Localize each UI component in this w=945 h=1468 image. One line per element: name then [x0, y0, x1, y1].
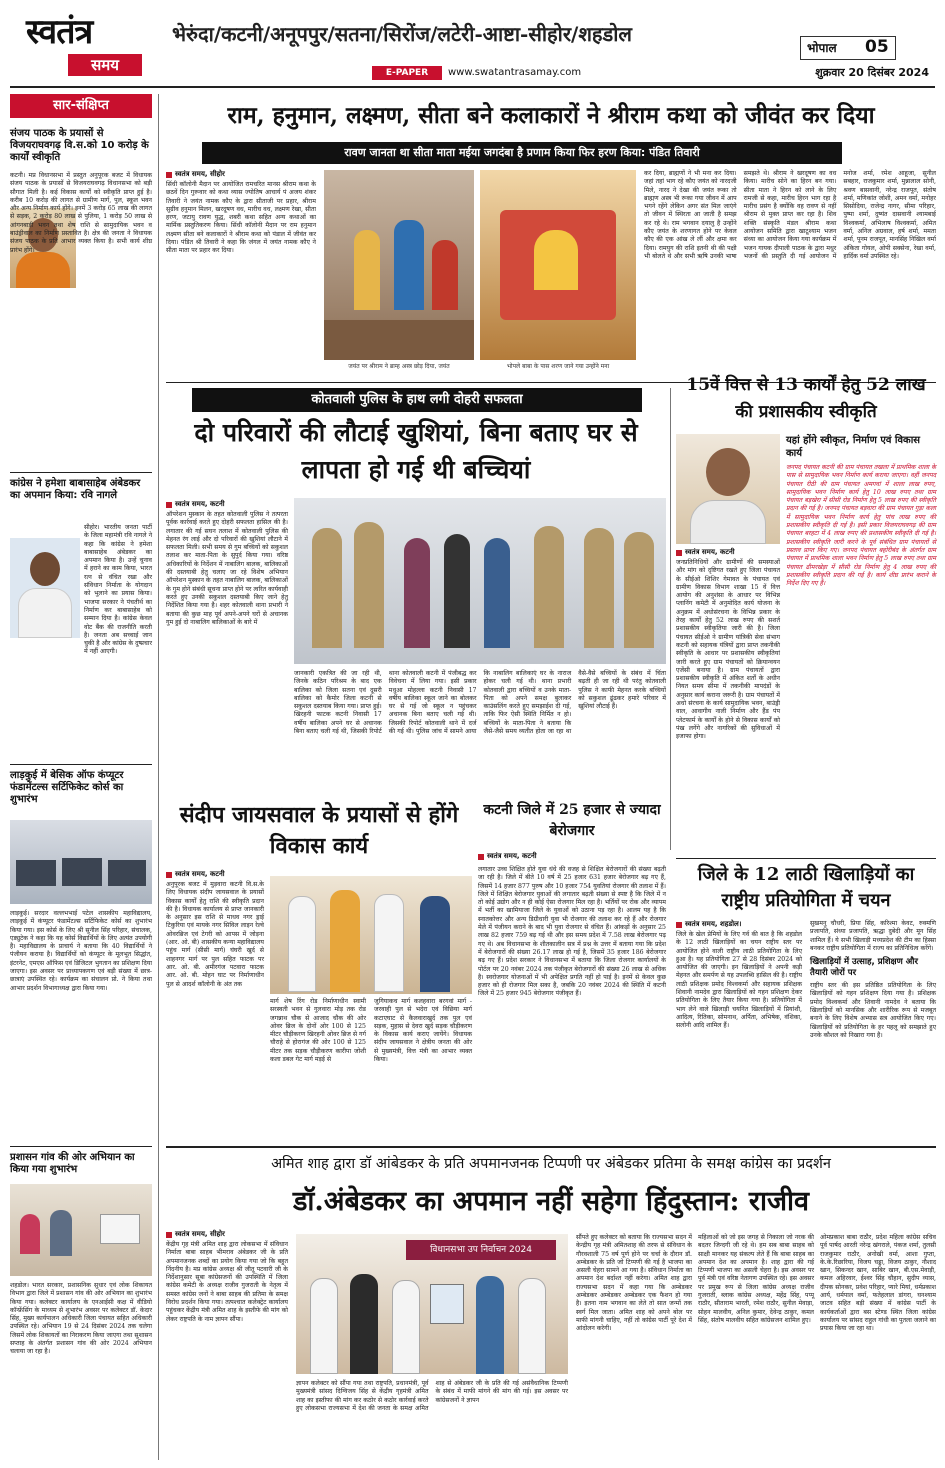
sidebar-story-3-body: लाड़कुई। सरदार वल्लभभाई पटेल शासकीय महाविद्यालय, लाड़कुई में कंप्यूटर फंडामेंटल्स सर्टिफिकेट कोर्स का शुभारंभ किया गया। इस कोर्स के लिए श्री सुनील सिंह परिहार, संचालक, एड्युटेक ने कहा कि यह कोर्स विद्यार्थियों के लिए अत्यंत उपयोगी है। महाविद्यालय के प्राचार्य ने बताया कि 40 विद्यार्थियों ने पंजीयन कराया है। विद्यार्थियों को कंप्यूटर के मूलभूत सिद्धांत, इंटरनेट, एमएस ऑफिस एवं डिजिटल भुगतान का प्रशिक्षण दिया जाएगा। इस अवसर पर प्राध्यापकगण एवं बड़ी संख्या में छात्र-छात्राएं उपस्थित रहे। कार्यक्रम का संचालन प्रो. ने किया तथा आभार प्रदर्शन विभागाध्यक्ष द्वारा किया गया। [10, 910, 152, 992]
sandeep-col1-wrap [166, 870, 264, 1140]
police-kicker: कोतवाली पुलिस के हाथ लगी दोहरी सफलता [192, 388, 642, 412]
page-number: 05 [865, 37, 889, 57]
sidebar-story-1 [10, 128, 152, 468]
congress-kicker: अमित शाह द्वारा डॉ आंबेडकर के प्रति अपमानजनक टिप्पणी पर अंबेडकर प्रतिमा के समक्ष कांग्रेस का प्रदर्शन [271, 1156, 831, 1172]
finance-photo [676, 434, 780, 544]
sidebar-story-3-headline[interactable]: लाड़कुई में बेसिक ऑफ कंप्यूटर फंडामेंटल्स सर्टिफिकेट कोर्स का शुभारंभ [10, 770, 124, 805]
finance-byline: स्वतंत्र समय, कटनी [676, 548, 780, 557]
sidebar-story-2 [10, 478, 152, 778]
sidebar-story-4 [10, 1152, 152, 1460]
divider [10, 764, 152, 765]
ramkatha-subhead: रावण जानता था सीता माता मईया जगदंबा है प्रणाम किया फिर हरण किया: पंडित तिवारी [202, 142, 842, 164]
issue-date: शुक्रवार 20 दिसंबर 2024 [815, 66, 929, 79]
divider [10, 1146, 152, 1147]
ramkatha-body-2: कर दिया, ब्राह्मणों ने भी मना कर दिया। जहां तहां भाग रहे कौए जयंत को नारदजी मिले, नारद ने देखा की जयंत रूका तो ब्राह्मण अस्त्र भी रूका गया जीवन में आप भगने रहेंगे लेकिन अगर संत मिल जाएंगे तो जीवन में स्थिरता आ जाती है समझ कर रहे थे। राम भगवान दयालु है उन्होंने कौए जयंत के शरणागत होने पर केवल कौए की एक आंख ले लीं और क्षमा कर दिया। रामयुग की राशि इतनी थी की पक्षी भी बोलते थे और सभी ऋषि उनकी भाषा समझते थे। श्रीराम ने खरदूषण का वध किया। मारीच सोने का हिरन बन गया। सीता माता ने हिरन को लाने के लिए रामजी से कहा, मारीच हिरन भाग रहा है मारीच प्रसंग है क्योंकि वह रावण से नहीं श्रीराम से मुक्त प्राप्त कर रहा है। शिव शक्ति संस्कृति मंडल श्रीराम कथा आयोजन समिति द्वारा खाटूश्याम भजन संध्या का आयोजन किया गया कार्यक्रम में भजन गायक दीपाली पाठक के द्वारा मधुर भजनों की प्रस्तुति दी गई आयोजन में मनोज शर्मा, रमेश आहूजा, सुनील सबहार, राजकुमार शर्मा, मुन्नालाल सोनी, श्रवण बासवानी, नरेन्द्र राजपूत, संतोष शर्मा, मणिकांत जोशी, अमन वर्मा, मनोहर सिसोदिया, राजेन्द्र नागर, सीमा परिहार, पुष्पा शर्मा, दुष्यंत दासवानी श्यामबाई विश्वकर्मा, अभिलाष विश्वकर्मा, अमित वर्मा, अनिल अग्रवाल, हर्ष शर्मा, ममता शर्मा, पूनम राजपूत, मानसिंह निखिल वर्मा अंकिता गोयल, ओपी सक्सेना, रेखा वर्मा, हार्दिक वर्मा उपस्थित रहे। [644, 170, 936, 260]
website-link[interactable]: www.swatantrasamay.com [448, 67, 582, 78]
story-ramkatha [166, 96, 936, 378]
finance-col-wrap [676, 548, 780, 848]
congress-body-4: महिलाओं को जो इस जगह से निकाला जो नरक की बदतर जिन्दगी जी रहे थे। हम सब बाबा साहब को साक्षी मानकर यह संकल्प लेते हैं कि बाबा साहब का अपमान देश का अपमान है। शाह द्वारा की गई टिप्पणी भाजपा का असली चेहरा है। इस अवसर पर पूर्व मंत्री एवं वरिष्ठ नेतागण उपस्थित रहे। इस अवसर पर प्रमुख रूप से जिला कांग्रेस अध्यक्ष राजीव गुजराती, ब्लाक कांग्रेस अध्यक्ष, महेंद्र सिंह, पप्पू राठौर, सीताराम भारती, रमेश राठौर, सुनील मेवाड़ा, सोहन मालवीय, अनिल कुमार, देवेन्द्र ठाकुर, कमल सिंह, संतोष मालवीय सहित कांग्रेसजन शामिल हुए। [698, 1234, 814, 1324]
edition-cities: भेरुंदा/कटनी/अनूपपुर/सतना/सिरोंज/लटेरी-आष्टा-सीहोर/शहडोल [172, 22, 632, 46]
sandeep-body-2: मार्ग शेष रिंग रोड निर्माणाधीन स्वामी सरस्वती भवन से गुलवारा मोड़ तक रोड जगन्नाथ चौक से आजाद चौक की ओर ओवर ब्रिज के दोनों ओर 100 से 125 मीटर चौड़ीकरण खिरहनी ओवर ब्रिज से गर्ग चौराहे से होरागंज की ओर 100 से 125 मीटर तक सड़क चौड़ीकरण कारीपा जोशी कला डबल गेट मार्ग मड़ई से [270, 998, 366, 1064]
sidebar-separator [158, 94, 159, 1460]
sidebar [10, 94, 154, 1460]
sidebar-story-1-headline[interactable]: संजय पाठक के प्रयासों से विजयराघवगढ़ वि.स.को 10 करोड़ के कार्यों स्वीकृति [10, 128, 149, 163]
sidebar-story-4-photo [10, 1184, 152, 1276]
sports-byline: स्वतंत्र समय, शहडोल। [676, 920, 802, 929]
congress-body-5: ओमप्रकाश बाबा राठौर, प्रदेश महिला कांग्रेस सचिव पूर्व पार्षद आरती नरेन्द्र खंगराले, पंकज शर्मा, तुलसी राजकुमार राठौर, अनोखी वर्मा, आशा गुप्ता, के.के.रिछारिया, विजय चड्डा, विजय ठाकुर, नौशाद खान, सिकन्दर खान, साबिर खान, बी.एस.मेवाड़ी, कमल अहिरवार, ईश्वर सिंह चौहान, सुदीप व्यास, दीपक सोनकर, प्रवेश परिहार, प्यारे मियां, धर्मप्रकाश आर्य, धर्मपाल वर्मा, फतेहलाल डांगरा, घनश्याम जाटव सहित बड़ी संख्या में कांग्रेस पार्टी के कार्यकर्ताओं द्वारा बस स्टेण्ड स्थित जिला कांग्रेस कार्यालय पर सांसद राहुल गांधी का पुतला जलाने का प्रयास किया जा रहा था। [820, 1234, 936, 1333]
police-photo [294, 498, 666, 664]
congress-body-2: ज्ञापन कलेक्टर को सौंपा गया तथा राष्ट्रपति, प्रधानमंत्री, पूर्व मुख्यमंत्री सांसद दिग्विजय सिंह से केंद्रीय गृहमंत्री अमित शाह का इस्तीफा की मांग कर कठोर से कठोर कार्रवाई करते हुए लोकसभा राज्यसभा में देश की जनता के समक्ष अमित शाह से अंबेडकर जी के प्रति की गई असंवैधानिक टिप्पणी के संबंध में माफी मांगने की मांग की गई। इस अवसर पर कांग्रेसजनों ने ज्ञापन [296, 1380, 568, 1412]
jobs-body: लगातार उच्च शिक्षित होते युवा धंधे की वजह से शिक्षित बेरोजगारों की संख्या बढ़ती जा रही है। जिले में बीते 10 वर्ष में 25 हजार 631 हजार बेरोजगार बढ़ गए हैं, जिसमें 14 हजार 877 पुरुष और 10 हजार 754 युवतियां रोजगार की तलाश में हैं। जिले में शिक्षित बेरोजगार युवाओं की लगातार बढ़ती संख्या से स्पष्ट है कि जिले में न तो कोई उद्योग और न ही कोई ऐसा रोजगार मिल रहा है। भर्तियों पर रोक और व्यापम में भर्ती का खामियाजा जिले के युवाओं को उठाना पड़ रहा है। आलम यह है कि स्नातकोत्तर और अन्य डिग्रीधारी युवा भी रोजगार की तलाश कर रहे हैं और रोजगार मेले में पंजीयन कराने के बाद भी युवा रोजगार से वंचित हैं। आंकड़ों के अनुसार 25 लाख 82 हजार 759 बढ़ गई थी और इस समय प्रदेश में 7.58 लाख बेरोजगार पढ़ गए थे। अब विधानसभा के शीतकालीन सत्र में प्रश्न के उत्तर में बताया गया कि प्रदेश में बेरोजगारों की संख्या 26.17 लाख हो गई है, जिसमें 35 हजार 186 बेरोजगार बढ़ गए हैं। प्रदेश सरकार ने विधानसभा में बताया कि जिला रोजगार कार्यालयों के पोर्टल पर 20 नवंबर 2024 तक पंजीकृत बेरोजगारों की संख्या 26 लाख से अधिक है। स्वरोजगार योजनाओं में भी अपेक्षित प्रगति नहीं हो पाई है। इनमें से केवल कुछ हजार को ही रोजगार मिल सका है, जबकि 20 नवंबर 2024 की स्थिति में कटनी जिले में 25 हजार 945 बेरोजगार पंजीकृत हैं। [478, 866, 666, 998]
sidebar-story-3-photo [10, 820, 152, 904]
police-byline: स्वतंत्र समय, कटनी [166, 500, 288, 509]
sports-col1-wrap [676, 920, 802, 1138]
story-finance [676, 372, 936, 852]
sidebar-story-2-headline[interactable]: कांग्रेस ने हमेशा बाबासाहेब अंबेडकर का अपमान किया: रवि नागले [10, 478, 141, 501]
ramkatha-photo-1 [324, 170, 474, 360]
jobs-headline[interactable]: कटनी जिले में 25 हजार से ज्यादा बेरोजगार [483, 802, 661, 839]
ramkatha-body-1: सिंधी कॉलोनी मैदान पर आयोजित रामचरित मानस श्रीराम कथा के छठवें दिन गुरूवार को कथा व्यास ज्योतिष आचार्य पं अजय शंकर तिवारी ने जयंत नामक कौए के द्वारा सीताजी पर प्रहार, श्रीराम सुग्रीव हनुमान मिलन, खरदूषण वध, मारीच वध, लक्ष्मण रेखा, सीता हरण, जटायु रावण युद्ध, शबरी कथा सहित अन्य कथाओं का मार्मिक प्रस्तुतिकरण किया। सिंधी कॉलोनी मैदान पर राम हनुमान लक्ष्मण सीता बने कलाकारों ने श्रीराम कथा को पंडाल में जीवंत कर दिया। पंडित श्री तिवारी ने कहा कि जंगल में जयंत नामक कौए ने सीता माता पर प्रहार कर दिया। [166, 181, 316, 255]
divider [166, 1146, 936, 1148]
sidebar-story-4-body: शहडोल। भारत सरकार, प्रशासनिक सुधार एवं लोक शिकायत विभाग द्वारा जिले में प्रशासन गांव की ओर अभियान का शुभारंभ किया गया। कलेक्टर कार्यालय के एनआईसी कक्ष में वीडियो कॉन्फ्रेंसिंग के माध्यम से शुभारंभ अवसर पर कलेक्टर डॉ. केदार सिंह, मुख्य कार्यपालन अधिकारी जिला पंचायत सहित अधिकारी उपस्थित रहे। अभियान 19 से 24 दिसंबर 2024 तक चलेगा जिसमें लोक शिकायतों का निराकरण किया जाएगा तथा सुशासन सप्ताह के अंतर्गत प्रशासन गांव की ओर 2024 अभियान चलाया जा रहा है। [10, 1282, 152, 1356]
sports-headline[interactable]: जिले के 12 लाठी खिलाड़ियों का राष्ट्रीय प्रतियोगिता में चयन [697, 864, 915, 911]
ramkatha-photo-2 [480, 170, 636, 360]
sidebar-story-2-body: सीहोर। भारतीय जनता पार्टी के जिला महामंत्री रवि नागले ने कहा कि कांग्रेस ने हमेशा बाबासाहेब अंबेडकर का अपमान किया है। उन्हें चुनाव में हराने का काम किया, भारत रत्न से वंचित रखा और संविधान निर्माता के योगदान को भुलाने का प्रयास किया। भाजपा सरकार ने पंचतीर्थ का निर्माण कर बाबासाहेब को सम्मान दिया है। कांग्रेस केवल वोट बैंक की राजनीति करती है। जनता अब सच्चाई जान चुकी है और कांग्रेस के दुष्प्रचार में नहीं आएगी। [84, 524, 152, 656]
finance-box [786, 434, 936, 844]
sports-body-1: जिले के खेल प्रेमियों के लिए गर्व की बात है कि शहडोल के 12 लाठी खिलाड़ियों का चयन राष्ट्रीय स्तर पर आयोजित होने वाली राष्ट्रीय लाठी प्रतियोगिता के लिए हुआ है। यह प्रतियोगिता 27 से 28 दिसंबर 2024 को आयोजित की जाएगी। इन खिलाड़ियों ने अपनी कड़ी मेहनत और समर्पण से यह उपलब्धि हासिल की है। राष्ट्रीय लाठी प्रशिक्षक प्रमोद विश्वकर्मा और सहायक प्रशिक्षक शिवानी नामदेव द्वारा खिलाड़ियों को गहन प्रशिक्षण देकर प्रतियोगिता के लिए तैयार किया गया है। प्रतियोगिता में भाग लेने वाले खिलाड़ी चयनित खिलाड़ियों में प्रियांशी, आदित्य, रितिका, सोमनाथ, अर्पिता, अभिषेक, वंशिका, सलोनी आदि शामिल हैं। [676, 931, 802, 1030]
story-jobs [478, 800, 666, 1140]
sports-subhead: खिलाड़ियों में उत्साह, प्रशिक्षण और तैयारी जोरों पर [810, 957, 918, 979]
story-sandeep [166, 800, 472, 1140]
ramkatha-col1-wrap [166, 170, 316, 378]
logo[interactable] [26, 14, 146, 84]
story-sports [676, 858, 936, 1140]
sidebar-story-4-headline[interactable]: प्रशासन गांव की ओर अभियान का किया गया शुभारंभ [10, 1152, 135, 1175]
police-body-1: ऑपरेशन मुस्कान के तहत कोतवाली पुलिस ने तत्परता पूर्वक कार्रवाई करते हुए दोहरी सफलता हासिल की है। लगातार की गई सघन तलाश में कोतवाली पुलिस की मेहनत रंग लाई और दो परिवारों की खुशियां लौटाने में सफलता मिली। सभी समय से गुम बच्चियों को सकुशल तलाश कर माता-पिता के सुपुर्द किया गया। वरिष्ठ अधिकारियों के निर्देशन में नाबालिग बालक, बालिकाओं की दस्तयाबी हेतु चलाए जा रहे विशेष अभियान ऑपरेशन मुस्कान के तहत नाबालिग बालक, बालिकाओं के गुम होने संबंधी सूचना प्राप्त होने पर त्वरित कार्यवाही करते हुए उनकी सकुशल दस्तयाबी किए जाने हेतु निर्देशित किया गया है। शहर कोतवाली थाना प्रभारी ने बताया की कुछ माह पूर्व अपने-अपने घरों से अचानक गुम हुई दो नाबालिग बालिकाओं के बारे में [166, 511, 288, 626]
finance-box-body: जनपद पंचायत कटनी की ग्राम पंचायत तखला में प्राथमिक शाला के पास से सामुदायिक भवन निर्माण कार्य कराया जाएगा। वहीं जनपद पंचायत रीठी की ग्राम पंचायत अमगवां में शाला लाख रुपए, सामुदायिक भवन निर्माण कार्य हेतु 10 लाख रुपए तथा ग्राम पंचायत बड़खेरा में सीसी रोड निर्माण हेतु 5 लाख रुपए की स्वीकृति प्रदान की गई है। जनपद पंचायत बड़वारा की ग्राम पंचायत गुड़ा कला में सामुदायिक भवन निर्माण कार्य हेतु पांच लाख रुपए की प्रशासकीय स्वीकृति दी गई है। इसी प्रकार विजयराघवगढ़ की ग्राम पंचायत बरहटा में 4 लाख रुपए की प्रशासकीय स्वीकृति दी गई है। प्रशासकीय स्वीकृति जारी करने के पूर्व संबंधित ग्राम पंचायतों से प्रस्ताव प्राप्त किए गए। जनपद पंचायत बहोरीबंद के अंतर्गत ग्राम पंचायत में प्राथमिक शाला भवन निर्माण हेतु 5 लाख रुपए तथा ग्राम पंचायत ढीमरखेड़ा में सीसी रोड निर्माण हेतु 4 लाख रुपए की प्रशासकीय स्वीकृति प्रदान की गई है। कार्य शीघ्र प्रारंभ कराने के निर्देश दिए गए हैं। [786, 464, 936, 588]
story-police [166, 388, 666, 782]
congress-body-1: केंद्रीय गृह मंत्री अमित शाह द्वारा लोकसभा में संविधान निर्माता बाबा साहब भीमराव अंबेडकर जी के प्रति अपमानजनक शब्दों का प्रयोग किया गया जो कि बहुत निंदनीय है। मप्र कांग्रेस अध्यक्ष श्री जीतू पटवारी जी के निर्देशानुसार सूबा कांग्रेसजनों की उपस्थिति में जिला कांग्रेस कमेटी के अध्यक्ष राजीव गुजराती के नेतृत्व में समस्त कांग्रेस जनों ने बाबा साहब की प्रतिमा के समक्ष विरोध प्रदर्शन किया गया। तत्पश्चात कलेक्ट्रेट कार्यालय पहुंचकर केंद्रीय मंत्री अमित शाह के इस्तीफे की मांग को लेकर राष्ट्रपति के नाम ज्ञापन सौंपा। [166, 1241, 288, 1323]
ramkatha-caption-2: भोपले बाबा के पास शरण जाने गया उन्होंने मना [506, 363, 610, 370]
edition-city: भोपाल [807, 41, 837, 55]
story-congress [166, 1150, 936, 1460]
police-body-2: जानकारी एकत्रित की जा रही थी, जिनके कठिन परिश्रम के बाद एक बालिका को जिला सतना एवं दूसरी बालिका को कैमोर जिला कटनी से सकुशल दस्तयाब किया गया। प्राप्त हुई। खिरहनी फाटक कटनी निवासी 17 वर्षीय बालिका अपने घर से अचानक बिना बताए चली गई थी, जिसकी रिपोर्ट थाना कोतवाली कटनी में पंजीबद्ध कर विवेचना में लिया गया। इसी प्रकार मधुआ मोहल्ला कटनी निवासी 17 वर्षीय बालिका स्कूल जाने का बोलकर घर से गई जो स्कूल न पहुंचकर अचानक बिना बताए चली गई थी। जिसकी रिपोर्ट कोतवाली थाने में दर्ज की गई थी। पुलिस जांच में सामने आया कि नाबालिग बालिकाएं घर के नाराज होकर चली गई थी। थाना प्रभारी कोतवाली द्वारा बच्चियों व उनके माता-पिता को अपने समक्ष बुलाकर काउंसलिंग करते हुए समझाईश दी गई, ताकि फिर ऐसी स्थिति निर्मित न हो। बच्चियों के माता-पिता ने बताया कि जैसे-जैसे समय व्यतीत होता जा रहा था वैसे-वैसे बच्चियों के संबंध में चिंता बढ़ती ही जा रही थी परंतु कोतवाली पुलिस ने काफी मेहनत करके बच्चियों को सकुशल ढूंढकर हमारे परिवार में खुशियां लौटाई हैं। [294, 670, 666, 736]
logo-bottom-text: समय [68, 54, 142, 76]
police-headline[interactable]: दो परिवारों की लौटाई खुशियां, बिना बताए घर से लापता हो गई थी बच्चियां [194, 418, 638, 484]
congress-photo [296, 1234, 568, 1374]
congress-body-3: सौंपते हुए कलेक्टर को बताया कि राज्यसभा सदन में केन्द्रीय गृह मंत्री अमितशाह की तरफ से संविधान के गौरवशाली 75 वर्ष पूर्ण होने पर चर्चा के दौरान डॉ. अम्बेडकर के प्रति जो टिप्पणी की गई है भाजपा का असली चेहरा सामने आ गया है। संविधान निर्माता का अपमान देश बर्दाश्त नहीं करेगा। अमित शाह द्वारा राज्यसभा सदन में कहा गया कि अम्बेडकर अम्बेडकर अम्बेडकर अम्बेडकर एक फैशन हो गया है। इतना नाम भगवान का लेते तो सात जन्मों तक स्वर्ग मिल जाता। अमित शाह को अपने बोल पर माफी मांगनी चाहिए, नहीं तो कांग्रेस पार्टी पूरे देश में आंदोलन करेगी। [576, 1234, 692, 1333]
sidebar-story-1-body: कटनी। मप्र विधानसभा में प्रस्तुत अनुपूरक बजट में विधायक संजय पाठक के प्रयासों से विजयराघवगढ़ विधानसभा को बड़ी सौगात मिली है। कई विकास कार्यों को स्वीकृति प्राप्त हुई है। करीब 10 करोड़ की लागत से ग्रामीण मार्ग, पुल, स्कूल भवन और अन्य निर्माण कार्य होंगे। इनमें 3 करोड़ 65 लाख की लागत से सड़क, 2 करोड़ 80 लाख से पुलिया, 1 करोड़ 50 लाख से आंगनबाड़ी भवन तथा शेष राशि से सामुदायिक भवन व बाउंड्रीवाल का निर्माण प्रस्तावित है। क्षेत्र की जनता ने विधायक संजय पाठक के प्रति आभार व्यक्त किया है। सभी कार्य शीघ्र प्रारंभ होंगे। [10, 172, 152, 254]
finance-headline[interactable]: 15वें वित्त से 13 कार्यों हेतु 52 लाख की प्रशासकीय स्वीकृति [686, 375, 926, 422]
congress-byline: स्वतंत्र समय, सीहोर [166, 1230, 288, 1239]
congress-headline[interactable]: डॉ.अंबेडकर का अपमान नहीं सहेगा हिंदुस्तान: राजीव [292, 1186, 809, 1217]
congress-col1-wrap [166, 1230, 288, 1460]
finance-box-title: यहां होंगे स्वीकृत, निर्माण एवं विकास कार्य [786, 435, 921, 459]
masthead-strip [372, 64, 929, 82]
sandeep-body-1: अनुपूरक बजट में मुड़वारा कटनी वि.स.के लिए विधायक संदीप जायसवाल के प्रयासों विकास कार्यों हेतु राशि की स्वीकृति प्रदान की है। विधायक कार्यालय से प्राप्त जानकारी के अनुसार इस राशि से माधव नगर ड्राई टिकुरिया एवं मायके नगर सिविल लाइन रेल्वे ओवरब्रिज एवं टेगरी को आपस में जोड़ना (आर. ओ. बी) शासकीय कन्या महाविद्यालय पहुंच मार्ग (सीसी मार्ग) घंघरी खुर्द से शाहनगर मार्ग पर पुल सहित फाटक पर आर. ओ. बी. अमीरगंज पटवारा फाटक आर. ओ. बी. मोहन घाट पर निर्माणाधीन पुल से आदर्श कॉलोनी के अंत तक [166, 881, 264, 988]
ramkatha-byline: स्वतंत्र समय, सीहोर [166, 170, 316, 179]
sandeep-body-3: जुगियाकच मार्ग कलहवारा बरगवां मार्ग - जरवाही पुल से भदेरा एवं विछिया मार्ग कटाएघाट से कैलवाराखुर्द तक पुल एवं सड़क, मुहास से देवरा खुर्द सड़क चौड़ीकरण के विकास कार्य कराए जायेंगे। विधायक संदीप जायसवाल ने क्षेत्रीय जनता की ओर से मुख्यमंत्री, वित्त मंत्री का आभार व्यक्त किया। [374, 998, 472, 1064]
edition-box [800, 36, 896, 60]
masthead-rule [10, 86, 935, 88]
logo-top-text: स्वतंत्र [26, 12, 93, 52]
finance-body: जनप्रतिनिधियों और ग्रामीणों की समस्याओं और मांग को दृष्टिगत रखते हुए जिला पंचायत के सीईओ शिशिर गेमावत के पंचायत एवं ग्रामीण विकास विभाग शाखा 15 वें वित्त आयोग की अनुशंसा के आधार पर विभिन्न प्लानिंग कमेटी में अनुमोदित कार्य योजना के अनुक्रम में अधोसंरचना के विभिन्न प्रकार के तेरह कार्यों हेतु 52 लाख रुपए की सशर्त प्रशासकीय स्वीकृतिया जारी की है। जिला पंचायत सीईओ ने ग्रामीण यांत्रिकी सेवा संभाग कटनी को सहायक यंत्रियों द्वारा प्राप्त तकनीकी स्वीकृति के आधार पर प्रशासकीय स्वीकृतियां जारी करते हुए ग्राम पंचायतों को क्रियान्वयन एजेंसी बनाया है। ग्राम पंचायतों द्वारा प्रशासकीय स्वीकृति में अंकित शर्तों के अधीन नियत समय सीमा में तकनीकी मापदंडों के अनुसार कार्य कराना जरूरी है। ग्राम पंचायतों में अधो संरचना के कार्य सामुदायिक भवन, बाउंड्री वाल, आवागीय नाली निर्माण और हैंड पंप प्लेटफार्म के कार्यों के होने से विकास कार्यों को पंख लगेंगे और नागरिकों की सुविधाओं में इजाफा होगा। [676, 559, 780, 741]
sandeep-byline: स्वतंत्र समय, कटनी [166, 870, 264, 879]
sandeep-photo [270, 876, 472, 994]
sidebar-story-3 [10, 770, 152, 1180]
column-divider [670, 388, 671, 850]
sidebar-story-2-photo [10, 538, 80, 638]
divider [676, 858, 936, 859]
sports-col2-wrap [810, 920, 936, 1138]
epaper-badge[interactable]: E-PAPER [372, 66, 442, 80]
congress-photo-banner: विधानसभा उप निर्वाचन 2024 [406, 1240, 556, 1260]
sports-body-3: राष्ट्रीय स्तर की इस प्रतिष्ठित प्रतियोगिता के लिए खिलाड़ियों को गहन प्रशिक्षण दिया गया है। प्रशिक्षक प्रमोद विश्वकर्मा और शिवानी नामदेव ने बताया कि खिलाड़ियों को मानसिक और शारीरिक रूप से मजबूत बनाने के लिए विशेष अभ्यास सत्र आयोजित किए गए। खिलाड़ियों को प्रतियोगिता के हर पहलू को समझाते हुए उनके कौशल को निखारा गया है। [810, 982, 936, 1039]
masthead [0, 0, 945, 88]
ramkatha-headline[interactable]: राम, हनुमान, लक्ष्मण, सीता बने कलाकारों ने श्रीराम कथा को जीवंत कर दिया [227, 102, 875, 129]
sports-body-2: सुखमनु चौधरी, प्रिया सिंह, करिश्मा केवट, रुक्मणि प्रजापति, संध्या प्रजापति, ऋद्धा दुबेदी और मून सिंह शामिल हैं। ये सभी खिलाड़ी मध्यप्रदेश की टीम का हिस्सा बनकर राष्ट्रीय प्रतियोगिता में राज्य का प्रतिनिधित्व करेंगे। [810, 920, 936, 952]
divider [10, 472, 152, 473]
sandeep-headline[interactable]: संदीप जायसवाल के प्रयासों से होंगे विकास कार्य [179, 802, 459, 859]
jobs-byline: स्वतंत्र समय, कटनी [478, 852, 537, 861]
ramkatha-caption-1: जयंत पर श्रीराम ने ब्राम्ह अस्त्र छोड़ दिया, जयंत [348, 363, 450, 370]
sidebar-title: सार-संक्षिप्त [10, 94, 152, 118]
police-col1-wrap [166, 500, 288, 780]
